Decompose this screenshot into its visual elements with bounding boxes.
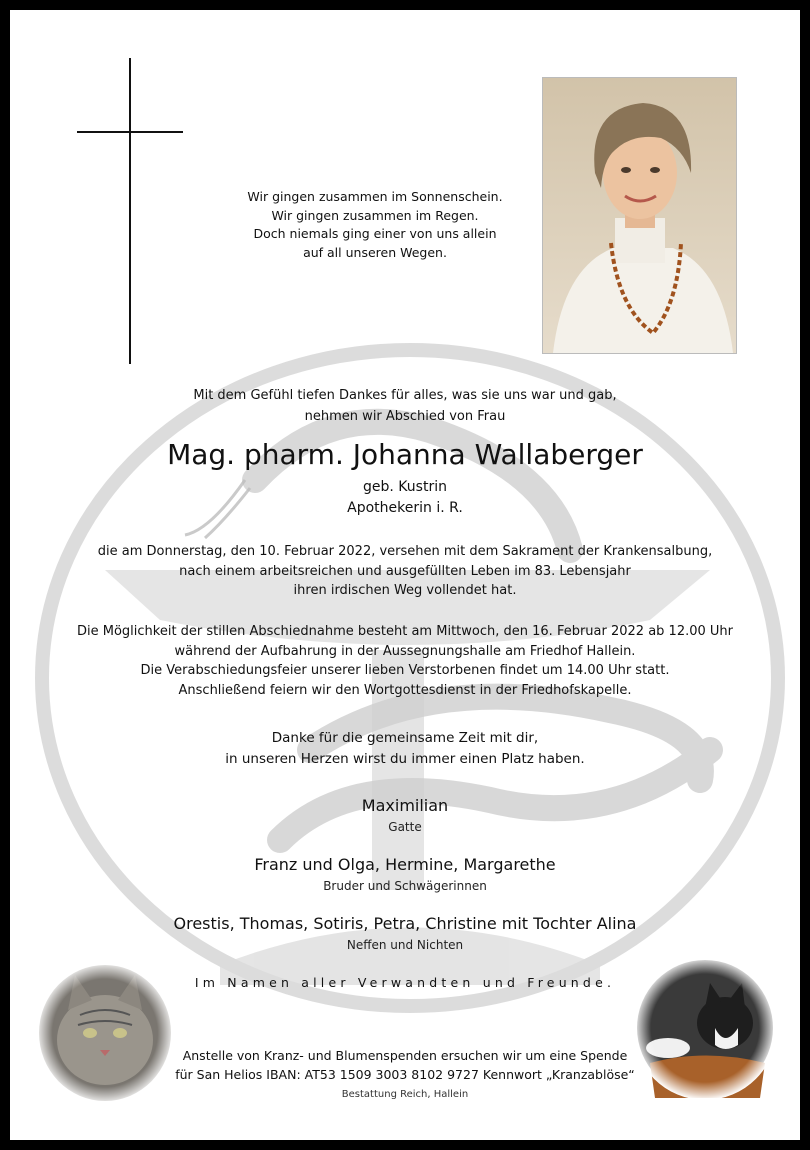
- passing-text: [10, 542, 800, 601]
- obituary-sheet: [10, 10, 800, 1140]
- poem-line: Wir gingen zusammen im Sonnenschein.: [247, 189, 503, 204]
- passing-line: nach einem arbeitsreichen und ausgefüllten Leben im 83. Lebensjahr: [179, 563, 631, 579]
- thanks-line: Danke für die gemeinsame Zeit mit dir,: [271, 730, 539, 746]
- thanks-text: [10, 728, 800, 770]
- poem-line: Wir gingen zusammen im Regen.: [271, 207, 479, 223]
- profession: Apothekerin i. R.: [347, 500, 463, 516]
- maiden-name: geb. Kustrin: [363, 479, 447, 495]
- intro-text: [10, 385, 800, 427]
- passing-line: die am Donnerstag, den 10. Februar 2022, versehen mit dem Sakrament der Krankensalbung,: [97, 544, 713, 559]
- funeral-home: Bestattung Reich, Hallein: [341, 1089, 469, 1100]
- portrait-photo: [542, 77, 737, 354]
- thanks-line: in unseren Herzen wirst du immer einen Platz haben.: [225, 751, 585, 767]
- donation-line: für San Helios IBAN: AT53 1509 3003 8102 9727 Kennwort „Kranzablöse“: [175, 1067, 635, 1082]
- cross-vertical-bar: [129, 58, 131, 364]
- family-relation-2: Bruder und Schwägerinnen: [323, 879, 487, 893]
- closing-line: Im Namen aller Verwandten und Freunde.: [194, 975, 616, 990]
- family-name-3: Orestis, Thomas, Sotiris, Petra, Christine mit Tochter Alina: [173, 914, 637, 933]
- deceased-details: [10, 477, 800, 519]
- farewell-text: [10, 622, 800, 700]
- farewell-line-1: [10, 622, 800, 642]
- cross-horizontal-bar: [77, 131, 183, 133]
- farewell-line-3: Die Verabschiedungsfeier unserer lieben Verstorbenen findet um 14.00 Uhr statt.: [140, 663, 670, 678]
- poem-line: Doch niemals ging einer von uns allein: [253, 226, 497, 241]
- family-name-2: Franz und Olga, Hermine, Margarethe: [254, 855, 556, 874]
- donation-line: Anstelle von Kranz- und Blumenspenden ersuchen wir um eine Spende: [182, 1048, 628, 1063]
- donation-text: [10, 1046, 800, 1084]
- farewell-date: Mittwoch, den 16. Februar 2022 ab 12.00 Uhr: [436, 624, 733, 639]
- poem: [190, 188, 560, 262]
- deceased-name: Mag. pharm. Johanna Wallaberger: [167, 438, 643, 471]
- farewell-line-4: Anschließend feiern wir den Wortgottesdienst in der Friedhofskapelle.: [178, 682, 632, 698]
- family-relation-1: Gatte: [388, 820, 422, 834]
- farewell-intro: Die Möglichkeit der stillen Abschiednahme besteht am: [76, 624, 433, 639]
- family-relation-3: Neffen und Nichten: [346, 938, 464, 952]
- family-name-1: Maximilian: [361, 796, 449, 815]
- intro-line: nehmen wir Abschied von Frau: [304, 409, 506, 424]
- passing-line: ihren irdischen Weg vollendet hat.: [293, 583, 517, 598]
- poem-line: auf all unseren Wegen.: [303, 244, 447, 260]
- intro-line: Mit dem Gefühl tiefen Dankes für alles, was sie uns war und gab,: [193, 388, 617, 403]
- farewell-line-2: während der Aufbahrung in der Aussegnungshalle am Friedhof Hallein.: [174, 643, 636, 659]
